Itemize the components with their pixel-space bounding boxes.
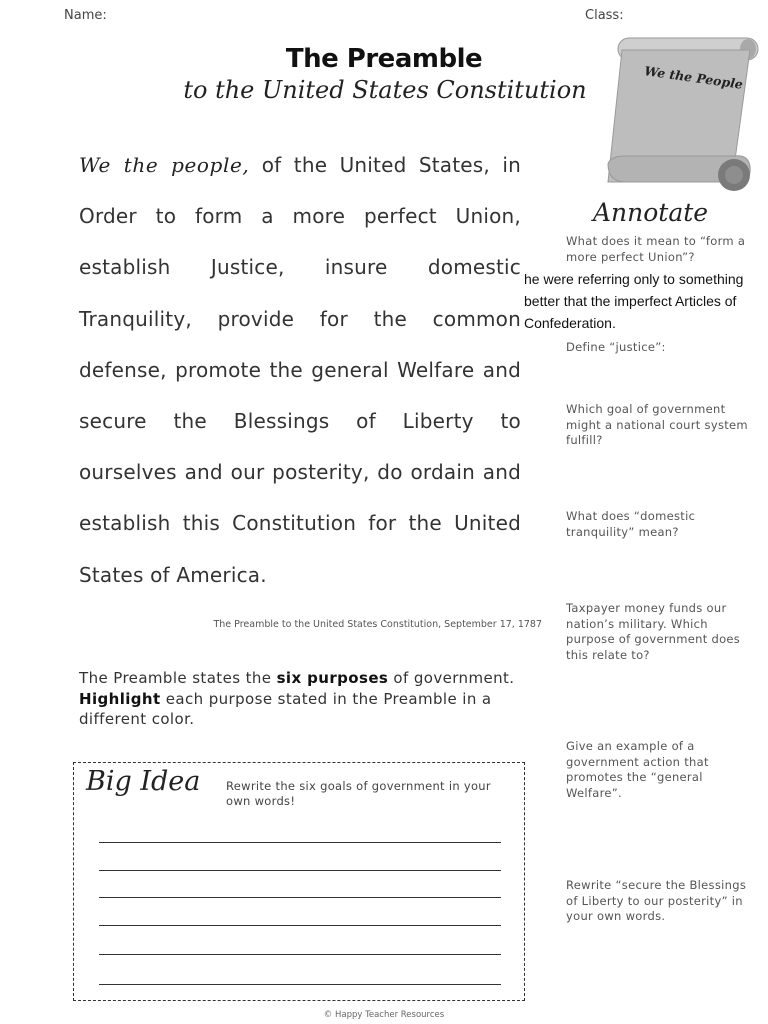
preamble-body: of the United States, in Order to form a more perfect Union, establish Justice, insure domestic Tranquility, provide for the common defense, promote the general Welfare and secure the Blessings of Liberty to ourselves and our posterity, do ordain and establish this Constitution for the United States of America. — [79, 153, 521, 587]
preamble-lead: We the people, — [79, 153, 250, 177]
writing-line[interactable] — [99, 897, 501, 898]
annotate-answer[interactable]: he were referring only to something better that the imperfect Articles of Confederation. — [524, 271, 744, 331]
annotate-question: What does “domestic tranquility” mean? — [566, 509, 696, 539]
annotate-question: What does it mean to “form a more perfect Union”? — [566, 234, 746, 264]
page-title: The Preamble — [285, 44, 483, 74]
annotate-heading: Annotate — [593, 198, 709, 227]
annotate-question: Give an example of a government action that promotes the “general Welfare”. — [566, 739, 709, 800]
page-subtitle: to the United States Constitution — [183, 76, 587, 104]
scroll-icon — [600, 32, 768, 200]
scroll-text: We the People — [643, 63, 744, 92]
name-label: Name: — [64, 8, 107, 23]
annotate-question: Rewrite “secure the Blessings of Liberty to our posterity” in your own words. — [566, 878, 747, 923]
preamble-text — [79, 140, 521, 601]
purposes-bold-2: Highlight — [79, 689, 161, 708]
big-idea-title: Big Idea — [86, 766, 201, 797]
class-label: Class: — [585, 8, 624, 23]
writing-line[interactable] — [99, 842, 501, 843]
annotate-question: Which goal of government might a national court system fulfill? — [566, 402, 748, 447]
writing-line[interactable] — [99, 984, 501, 985]
annotate-question: Taxpayer money funds our nation’s military. Which purpose of government does this relate to? — [566, 601, 741, 662]
big-idea-prompt: Rewrite the six goals of government in your own words! — [226, 779, 491, 808]
citation: The Preamble to the United States Constitution, September 17, 1787 — [213, 619, 542, 630]
purposes-text-1: The Preamble states the — [79, 669, 277, 687]
annotate-question: Define “justice”: — [566, 340, 666, 354]
writing-line[interactable] — [99, 870, 501, 871]
purposes-text-2: of government. — [388, 669, 515, 687]
copyright-footer: © Happy Teacher Resources — [323, 1010, 445, 1020]
scroll-illustration — [600, 32, 768, 200]
purposes-text-3: each purpose stated in the Preamble in a different color. — [79, 689, 492, 728]
purposes-bold-1: six purposes — [276, 669, 389, 687]
purposes-instruction — [79, 668, 549, 730]
writing-line[interactable] — [99, 954, 501, 955]
writing-line[interactable] — [99, 925, 501, 926]
